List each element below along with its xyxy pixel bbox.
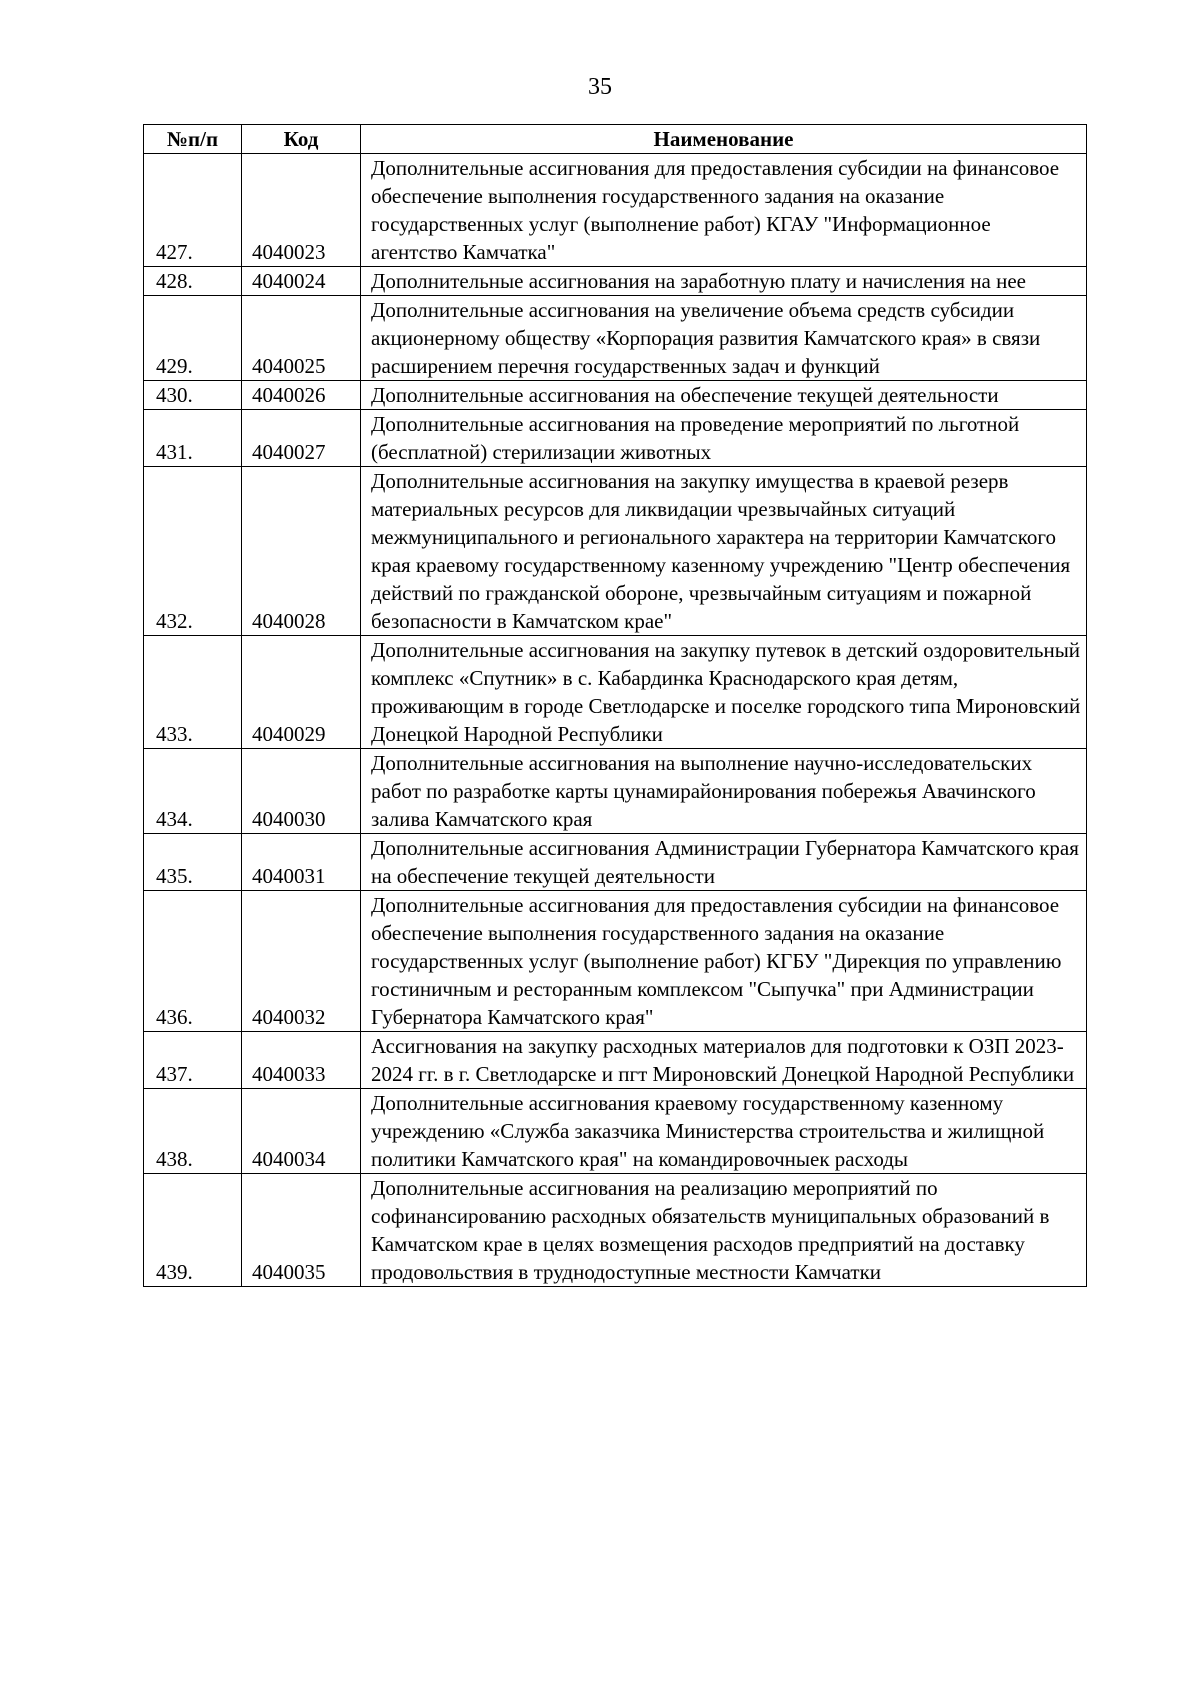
header-code: Код: [242, 125, 361, 154]
row-name: Дополнительные ассигнования для предоставления субсидии на финансовое обеспечение выполнения государственного задания на оказание государственных услуг (выполнение работ) КГБУ "Дирекция по управлению гостиничным и ресторанным комплексом "Сыпучка" при Администрации Губернатора Камчатского края": [361, 891, 1087, 1032]
table-row: [144, 1174, 1087, 1287]
row-code: 4040028: [242, 467, 361, 636]
header-name: Наименование: [361, 125, 1087, 154]
row-name: Дополнительные ассигнования на увеличение объема средств субсидии акционерному обществу «Корпорация развития Камчатского края» в связи расширением перечня государственных задач и функций: [361, 296, 1087, 381]
row-num: 428.: [144, 267, 242, 296]
table-row: [144, 267, 1087, 296]
row-code: 4040031: [242, 834, 361, 891]
row-name: Дополнительные ассигнования на проведение мероприятий по льготной (бесплатной) стерилизации животных: [361, 410, 1087, 467]
table-row: [144, 1089, 1087, 1174]
row-name: Дополнительные ассигнования для предоставления субсидии на финансовое обеспечение выполнения государственного задания на оказание государственных услуг (выполнение работ) КГАУ "Информационное агентство Камчатка": [361, 154, 1087, 267]
table-row: [144, 296, 1087, 381]
row-code: 4040023: [242, 154, 361, 267]
row-code: 4040033: [242, 1032, 361, 1089]
row-name: Дополнительные ассигнования на выполнение научно-исследовательских работ по разработке карты цунамирайонирования побережья Авачинского залива Камчатского края: [361, 749, 1087, 834]
row-num: 437.: [144, 1032, 242, 1089]
row-code: 4040035: [242, 1174, 361, 1287]
row-num: 438.: [144, 1089, 242, 1174]
row-num: 430.: [144, 381, 242, 410]
row-num: 429.: [144, 296, 242, 381]
row-num: 439.: [144, 1174, 242, 1287]
page-number: 35: [588, 74, 612, 100]
row-num: 432.: [144, 467, 242, 636]
row-code: 4040026: [242, 381, 361, 410]
row-code: 4040024: [242, 267, 361, 296]
row-code: 4040029: [242, 636, 361, 749]
row-name: Дополнительные ассигнования Администрации Губернатора Камчатского края на обеспечение текущей деятельности: [361, 834, 1087, 891]
table-row: [144, 154, 1087, 267]
table-row: [144, 467, 1087, 636]
table-row: [144, 834, 1087, 891]
table-row: [144, 1032, 1087, 1089]
row-code: 4040034: [242, 1089, 361, 1174]
row-name: Дополнительные ассигнования краевому государственному казенному учреждению «Служба заказчика Министерства строительства и жилищной политики Камчатского края" на командировочныек расходы: [361, 1089, 1087, 1174]
row-code: 4040025: [242, 296, 361, 381]
row-name: Дополнительные ассигнования на реализацию мероприятий по софинансированию расходных обязательств муниципальных образований в Камчатском крае в целях возмещения расходов предприятий на доставку продовольствия в труднодоступные местности Камчатки: [361, 1174, 1087, 1287]
header-num: №п/п: [144, 125, 242, 154]
row-num: 435.: [144, 834, 242, 891]
table-row: [144, 381, 1087, 410]
row-code: 4040032: [242, 891, 361, 1032]
row-num: 434.: [144, 749, 242, 834]
row-name: Ассигнования на закупку расходных материалов для подготовки к ОЗП 2023-2024 гг. в г. Светлодарске и пгт Мироновский Донецкой Народной Республики: [361, 1032, 1087, 1089]
row-name: Дополнительные ассигнования на закупку путевок в детский оздоровительный комплекс «Спутник» в с. Кабардинка Краснодарского края детям, проживающим в городе Светлодарске и поселке городского типа Мироновский Донецкой Народной Республики: [361, 636, 1087, 749]
row-num: 433.: [144, 636, 242, 749]
table-row: [144, 749, 1087, 834]
row-num: 436.: [144, 891, 242, 1032]
table-row: [144, 636, 1087, 749]
table-row: [144, 410, 1087, 467]
row-name: Дополнительные ассигнования на обеспечение текущей деятельности: [361, 381, 1087, 410]
row-code: 4040030: [242, 749, 361, 834]
budget-codes-table: [143, 124, 1087, 1287]
row-num: 427.: [144, 154, 242, 267]
row-name: Дополнительные ассигнования на закупку имущества в краевой резерв материальных ресурсов для ликвидации чрезвычайных ситуаций межмуниципального и регионального характера на территории Камчатского края краевому государственному казенному учреждению "Центр обеспечения действий по гражданской обороне, чрезвычайным ситуациям и пожарной безопасности в Камчатском крае": [361, 467, 1087, 636]
row-name: Дополнительные ассигнования на заработную плату и начисления на нее: [361, 267, 1087, 296]
table-row: [144, 891, 1087, 1032]
row-num: 431.: [144, 410, 242, 467]
table-header-row: [144, 125, 1087, 154]
row-code: 4040027: [242, 410, 361, 467]
